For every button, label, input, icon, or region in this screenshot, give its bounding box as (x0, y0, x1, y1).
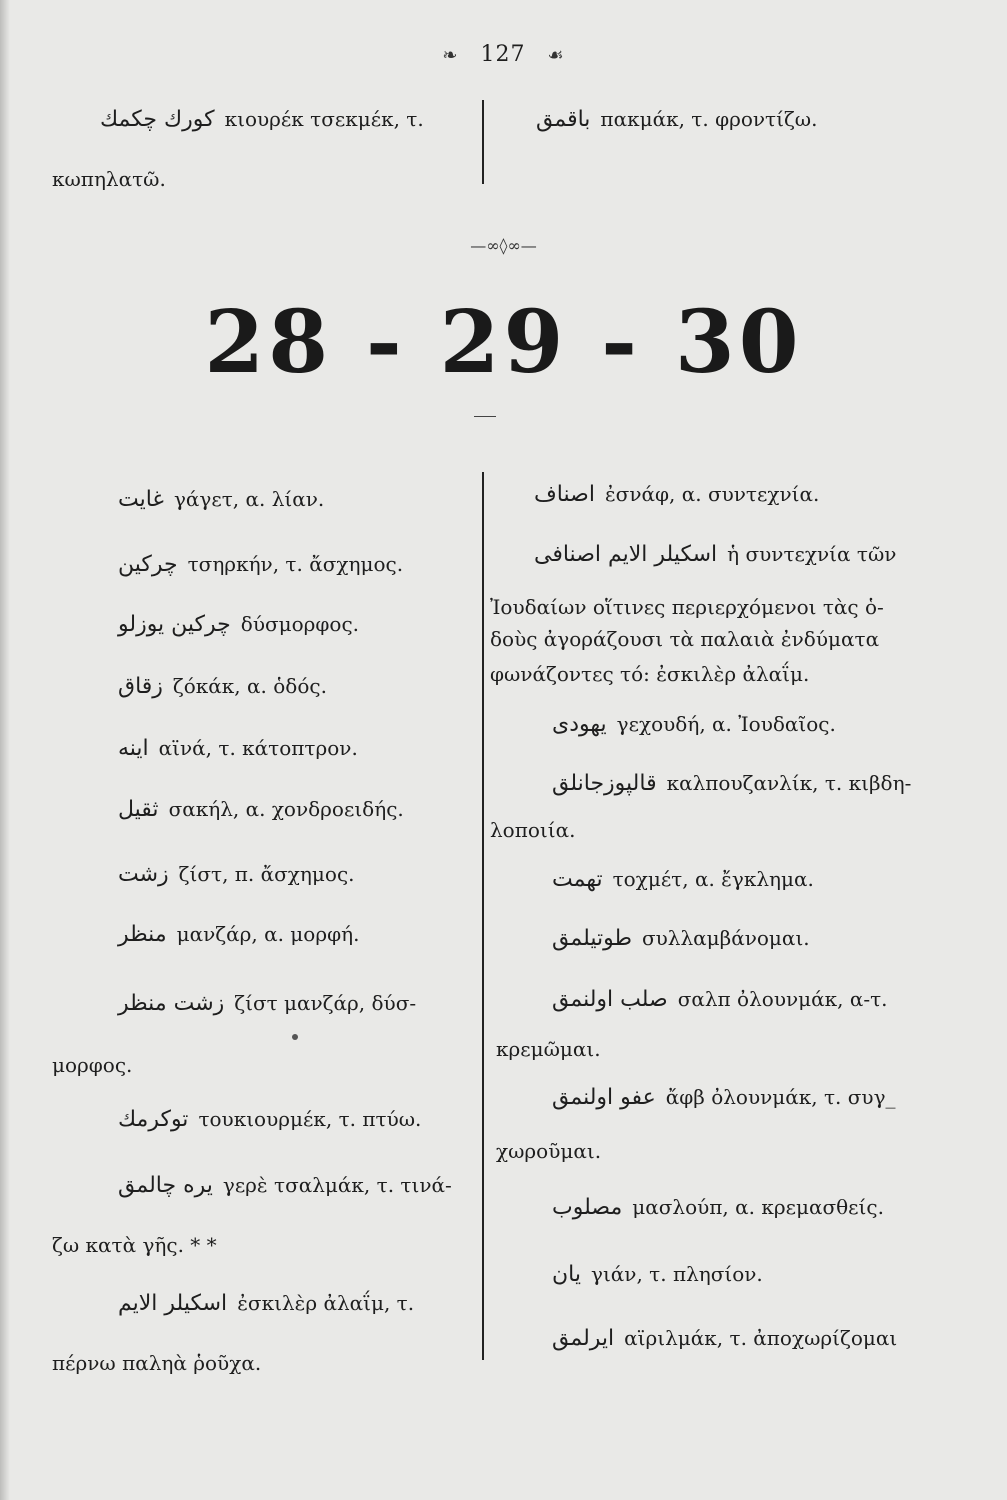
greek-gloss: μανζάρ, α. μορφή. (176, 922, 360, 946)
left-entry-1 (118, 486, 324, 513)
right-entry-4 (552, 770, 911, 797)
section-title: 28 - 29 - 30 (204, 292, 803, 393)
right-entry-2-line-4: φωνάζοντες τό: ἐσκιλὲρ ἀλαΐμ. (490, 662, 810, 686)
arabic-term: عفو اولنمق (552, 1085, 656, 1110)
arabic-term: باقمق (536, 107, 591, 132)
greek-gloss: συλλαμβάνομαι. (642, 926, 810, 950)
right-entry-8-continuation: χωροῦμαι. (496, 1139, 602, 1163)
arabic-term: اسكيلر الايم اصنافى (534, 542, 718, 567)
arabic-term: يره چالمق (118, 1173, 213, 1198)
right-entry-9 (552, 1194, 884, 1221)
arabic-term: تهمت (552, 867, 603, 892)
ornament-right: ☙ (547, 45, 565, 66)
greek-gloss: τσηρκήν, τ. ἄσχημος. (187, 552, 404, 576)
ink-dot (292, 1034, 298, 1040)
left-entry-10 (118, 1106, 421, 1133)
right-entry-7 (552, 986, 888, 1013)
greek-gloss: τοχμέτ, α. ἔγκλημα. (612, 867, 814, 891)
greek-gloss: ἐσκιλὲρ ἀλαΐμ, τ. (237, 1291, 415, 1315)
left-entry-12-continuation: πέρνω παληὰ ῥοῦχα. (52, 1351, 262, 1375)
greek-gloss: γερὲ τσαλμάκ, τ. τινά- (222, 1173, 452, 1197)
greek-gloss: αϊνά, τ. κάτοπτρον. (158, 736, 358, 760)
arabic-term: اسكيلر الايم (118, 1291, 228, 1316)
greek-gloss: γάγετ, α. λίαν. (173, 487, 325, 511)
right-entry-3 (552, 711, 836, 738)
greek-gloss: ζόκάκ, α. ὁδός. (172, 674, 327, 698)
left-entry-3 (118, 611, 359, 638)
right-entry-11 (552, 1325, 897, 1352)
arabic-term: ايرلمق (552, 1326, 615, 1351)
right-entry-8 (552, 1084, 896, 1111)
left-entry-9-continuation: μορφος. (52, 1053, 133, 1077)
arabic-term: چركين (118, 552, 178, 577)
left-entry-6 (118, 796, 404, 823)
greek-gloss: μασλούπ, α. κρεμασθείς. (632, 1195, 884, 1219)
left-entry-7 (118, 861, 355, 888)
ornament-left: ❧ (442, 45, 459, 66)
left-entry-4 (118, 673, 327, 700)
left-entry-2 (118, 551, 403, 578)
arabic-term: اينه (118, 736, 149, 761)
left-entry-11-continuation: ζω κατὰ γῆς. * * (52, 1233, 217, 1257)
right-entry-2-line-3: δοὺς ἀγοράζουσι τὰ παλαιὰ ἐνδύματα (490, 627, 880, 651)
arabic-term: توكرمك (118, 1107, 189, 1132)
arabic-term: منظر (118, 922, 167, 947)
right-entry-10 (552, 1261, 763, 1288)
page-number: 127 (480, 42, 526, 67)
arabic-term: زشت (118, 862, 169, 887)
arabic-term: قالپوزجانلق (552, 771, 657, 796)
arabic-term: طوتيلمق (552, 926, 632, 951)
greek-gloss: γεχουδή, α. Ἰουδαῖος. (616, 712, 836, 736)
short-rule (474, 416, 496, 417)
left-entry-8 (118, 921, 359, 948)
left-entry-12 (118, 1290, 414, 1317)
arabic-term: چركين يوزلو (118, 612, 231, 637)
top-right-entry (536, 106, 817, 133)
top-column-rule (482, 100, 484, 184)
greek-gloss: ἄφβ ὀλουνμάκ, τ. συγ_ (665, 1085, 896, 1109)
right-entry-5 (552, 866, 814, 893)
greek-gloss: αϊριλμάκ, τ. ἀποχωρίζομαι (624, 1326, 898, 1350)
page-header (0, 42, 1007, 67)
top-left-continuation: κωπηλατῶ. (52, 167, 166, 191)
greek-gloss: κιουρέκ τσεκμέκ, τ. (224, 107, 424, 131)
arabic-term: زشت منظر (118, 991, 225, 1016)
left-entry-9 (118, 990, 416, 1017)
right-entry-2 (534, 541, 896, 568)
arabic-term: صلب اولنمق (552, 987, 668, 1012)
arabic-term: زقاق (118, 674, 163, 699)
greek-gloss: ἡ συντεχνία τῶν (727, 542, 897, 566)
greek-gloss: ζίστ, π. ἄσχημος. (178, 862, 355, 886)
arabic-term: كورك چكمك (100, 107, 215, 132)
right-entry-6 (552, 925, 810, 952)
page-edge-shadow (0, 0, 10, 1500)
arabic-term: غايت (118, 487, 164, 512)
arabic-term: يان (552, 1262, 581, 1287)
left-entry-5 (118, 735, 358, 762)
arabic-term: ثقيل (118, 797, 159, 822)
greek-gloss: καλπουζανλίκ, τ. κιβδη- (666, 771, 912, 795)
arabic-term: يهودى (552, 712, 607, 737)
arabic-term: اصناف (534, 482, 595, 507)
ornamental-divider: —∞◊∞— (470, 236, 537, 255)
top-left-entry (100, 106, 424, 133)
greek-gloss: σακήλ, α. χονδροειδής. (168, 797, 404, 821)
greek-gloss: γιάν, τ. πλησίον. (590, 1262, 763, 1286)
arabic-term: مصلوب (552, 1195, 623, 1220)
main-column-rule (482, 472, 484, 1360)
right-entry-1 (534, 481, 819, 508)
left-entry-11 (118, 1172, 452, 1199)
greek-gloss: ζίστ μανζάρ, δύσ- (234, 991, 417, 1015)
right-entry-7-continuation: κρεμῶμαι. (496, 1037, 601, 1061)
greek-gloss: σαλπ ὀλουνμάκ, α-τ. (677, 987, 888, 1011)
right-entry-2-line-2: Ἰουδαίων οἵτινες περιερχόμενοι τὰς ὁ- (490, 595, 884, 619)
greek-gloss: δύσμορφος. (240, 612, 360, 636)
right-entry-4-continuation: λοποιία. (490, 818, 576, 842)
greek-gloss: πακμάκ, τ. φροντίζω. (600, 107, 818, 131)
greek-gloss: τουκιουρμέκ, τ. πτύω. (198, 1107, 422, 1131)
greek-gloss: ἐσνάφ, α. συντεχνία. (604, 482, 820, 506)
